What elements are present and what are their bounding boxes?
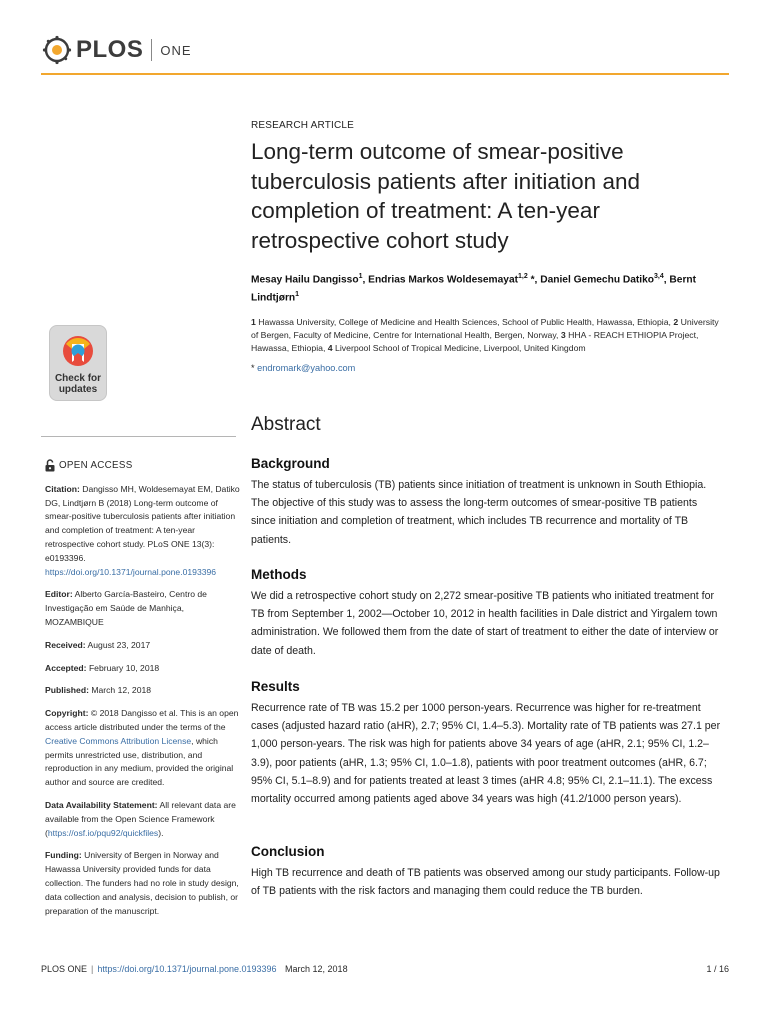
author-name[interactable]: Mesay Hailu Dangisso (251, 274, 359, 286)
section-text: The status of tuberculosis (TB) patients since initiation of treatment is unknown in South Ethiopia. The objective of this study was to assess the long-term outcomes of smear-positive TB patients since initiation and completion of treatment, which includes TB recurrence and mortality of TB patients. (251, 479, 707, 546)
editor-block (45, 588, 241, 629)
corresponding-star: * (251, 363, 255, 374)
copyright-text: © 2018 Dangisso et al. This is an open access article distributed under the terms of the (45, 708, 239, 732)
data-availability-text: All relevant data are available from the Open Science Framework ( (45, 799, 236, 838)
abstract-section-methods (251, 567, 721, 660)
check-for-updates-button[interactable] (49, 325, 107, 401)
editor-label: Editor: (45, 589, 73, 600)
section-heading: Background (251, 456, 330, 471)
article-title: Long-term outcome of smear-positive tuberculosis patients after initiation and completion of treatment: A ten-year retrospective cohort study (251, 139, 640, 253)
citation-doi-link[interactable]: https://doi.org/10.1371/journal.pone.0193396 (45, 566, 217, 577)
affiliation-text: University of Bergen, Faculty of Medicine, Centre for International Health, Bergen, Norway, (251, 316, 719, 340)
affiliations (251, 316, 721, 356)
received-block (45, 639, 241, 653)
citation-block (45, 483, 241, 580)
published-date: March 12, 2018 (91, 685, 152, 696)
data-availability-block (45, 799, 241, 840)
copyright-label: Copyright: (45, 708, 89, 719)
page-footer (41, 964, 729, 974)
affiliation-text: Liverpool School of Tropical Medicine, Liverpool, United Kingdom (332, 343, 586, 354)
open-lock-icon (45, 459, 55, 472)
funding-block (45, 849, 241, 918)
abstract-section-background (251, 456, 721, 549)
funding-label: Funding: (45, 850, 82, 861)
section-text: Recurrence rate of TB was 15.2 per 1000 person-years. Recurrence was higher for re-treatment cases (adjusted hazard ratio (aHR), 2.7; 95% CI, 1.4–5.3). Mortality rate of TB patients was 27.1 per 1,000 person-years. The risk was high for patients above 34 years of age (aHR, 2.1; 95% CI, 1.2–3.9), poor patients (aHR, 1.3; 95% CI, 1.0–1.8), patients with poor treatment outcomes (aHR, 6.7; 95% CI, 5.1–8.9) and for patients treated at least 3 times (aHR 4.8; 95% CI, 2.1–11.1). The excess mortality occurred among patients aged above 34 years was high (41.2/1000 person years). (251, 702, 721, 806)
license-link[interactable]: Creative Commons Attribution License (45, 735, 192, 746)
article-type: RESEARCH ARTICLE (251, 120, 355, 131)
author-separator: , (362, 274, 369, 286)
funding-text: University of Bergen in Norway and Hawassa University provided funds for data collection. The funders had no role in study design, data collection and analysis, decision to publish, or preparation of the manuscript. (45, 850, 239, 916)
received-date: August 23, 2017 (87, 639, 151, 650)
affiliation-text: HHA - REACH ETHIOPIA Project, Hawassa, Ethiopia, (251, 329, 699, 354)
affiliation-number: 3 (560, 329, 566, 340)
author-affiliation-ref: 1,2 (518, 273, 528, 280)
author-name[interactable]: Bernt Lindtjørn (251, 274, 697, 304)
author-list (251, 269, 721, 306)
accepted-label: Accepted: (45, 662, 87, 673)
check-for-updates-icon (58, 332, 98, 372)
accepted-block (45, 662, 241, 676)
footer-separator: | (91, 964, 94, 974)
article-header (251, 120, 721, 373)
accepted-date: February 10, 2018 (88, 662, 160, 673)
abstract-heading: Abstract (251, 414, 321, 435)
received-label: Received: (45, 639, 86, 650)
data-repository-link[interactable]: https://osf.io/pqu92/quickfiles (47, 827, 159, 838)
published-label: Published: (45, 685, 89, 696)
article-sidebar (45, 459, 241, 927)
open-access-text: OPEN ACCESS (59, 460, 133, 471)
logo-separator (151, 39, 152, 61)
abstract-section-conclusion (251, 844, 721, 900)
corresponding-author (251, 363, 721, 373)
footer-journal: PLOS ONE (41, 964, 88, 974)
sidebar-divider (41, 436, 236, 437)
updates-line-1: Check for (54, 373, 102, 384)
affiliation-number: 1 (251, 316, 256, 327)
author-affiliation-ref: 1 (295, 291, 300, 299)
open-access-label (45, 459, 241, 473)
author-name[interactable]: Endrias Markos Woldesemayat (368, 274, 519, 286)
citation-text: Dangisso MH, Woldesemayat EM, Datiko DG, Lindtjørn B (2018) Long-term outcome of smear-positive tuberculosis patients after initiation and completion of treatment: A ten-year retrospective cohort study. PLoS ONE 13(3): e0193396. (45, 483, 240, 563)
section-heading: Results (251, 679, 300, 694)
footer-date: March 12, 2018 (285, 964, 348, 974)
section-text: High TB recurrence and death of TB patients was observed among our study participants. Follow-up of TB patients with the risk factors and managing them could reduce the TB burden. (251, 867, 720, 898)
editor-text: Alberto García-Basteiro, Centro de Investigação em Saúde de Manhiça, MOZAMBIQUE (45, 589, 207, 627)
section-heading: Conclusion (251, 844, 325, 859)
corresponding-email-link[interactable]: endromark@yahoo.com (257, 363, 356, 374)
plos-logo-icon (42, 35, 72, 65)
copyright-text-end: , which permits unrestricted use, distribution, and reproduction in any medium, provided the original author and source are credited. (45, 735, 234, 788)
abstract-section-results (251, 679, 721, 808)
affiliation-number: 4 (327, 343, 333, 354)
journal-name: ONE (160, 42, 192, 58)
data-availability-end: ). (158, 827, 164, 838)
author-affiliation-ref: 3,4 (654, 273, 664, 280)
logo-text: PLOS (76, 36, 144, 63)
section-text: We did a retrospective cohort study on 2,272 smear-positive TB patients who initiated treatment for TB from September 1, 2002—October 10, 2012 in health facilities in Dale district and Yirgalem town administration. We followed them from the date of start of treatment to either the date of interview or date of death. (251, 590, 719, 657)
footer-doi-link[interactable]: https://doi.org/10.1371/journal.pone.0193396 (97, 964, 277, 974)
citation-label: Citation: (45, 483, 80, 494)
plos-one-logo[interactable] (42, 34, 192, 66)
author-separator: *, (527, 274, 541, 286)
section-heading: Methods (251, 567, 307, 582)
author-separator: , (663, 274, 670, 286)
page-number: 1 / 16 (706, 964, 729, 974)
affiliation-number: 2 (673, 316, 679, 327)
published-block (45, 684, 241, 698)
footer-left (41, 964, 348, 974)
copyright-block (45, 707, 241, 790)
header-divider (41, 73, 729, 75)
affiliation-text: Hawassa University, College of Medicine and Health Sciences, School of Public Health, Hawassa, Ethiopia, (255, 316, 674, 327)
author-affiliation-ref: 1 (358, 273, 363, 280)
data-availability-label: Data Availability Statement: (45, 799, 158, 810)
updates-line-2: updates (58, 384, 98, 395)
author-name[interactable]: Daniel Gemechu Datiko (540, 274, 655, 286)
